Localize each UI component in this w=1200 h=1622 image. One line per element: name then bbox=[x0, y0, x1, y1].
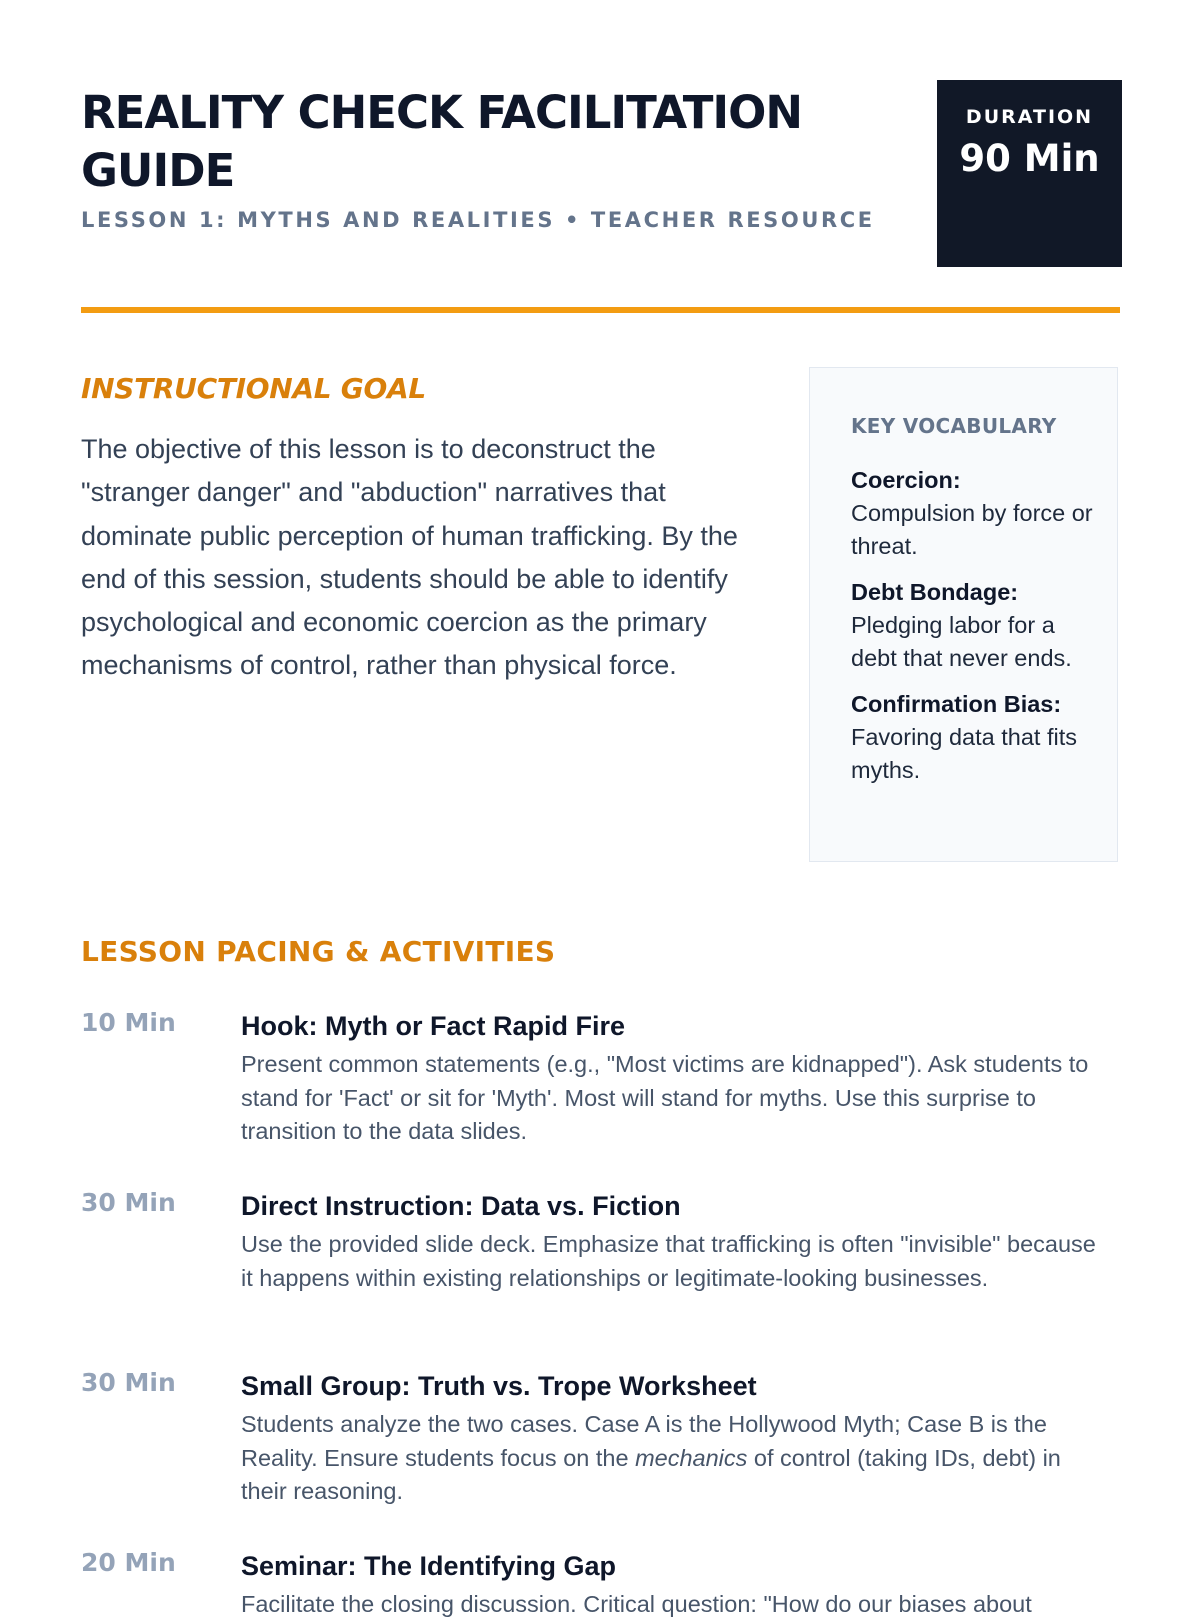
activity-duration: 30 Min bbox=[81, 1368, 176, 1397]
activity-description: Use the provided slide deck. Emphasize that trafficking is often "invisible" because it happens within existing relationships or legitimate-looking businesses. bbox=[241, 1231, 1096, 1291]
duration-badge bbox=[937, 80, 1122, 267]
instructional-goal-heading: INSTRUCTIONAL GOAL bbox=[81, 372, 426, 405]
vocabulary-term: Coercion: bbox=[851, 467, 961, 493]
activity-description-text: of control (taking IDs, debt) in their reasoning. bbox=[241, 1444, 1061, 1504]
activity-title: Direct Instruction: Data vs. Fiction bbox=[241, 1191, 681, 1221]
facilitation-guide-page bbox=[81, 0, 1120, 1617]
key-vocabulary-panel bbox=[809, 367, 1118, 862]
page-title: REALITY CHECK FACILITATION GUIDE bbox=[81, 86, 803, 197]
page-subtitle: LESSON 1: MYTHS AND REALITIES • TEACHER RESOURCE bbox=[81, 208, 875, 232]
vocabulary-definition: Compulsion by force or threat. bbox=[851, 500, 1093, 559]
vocabulary-definition: Favoring data that fits myths. bbox=[851, 724, 1077, 783]
vocabulary-item bbox=[851, 576, 1101, 675]
vocabulary-item bbox=[851, 464, 1101, 563]
activity-duration: 20 Min bbox=[81, 1548, 176, 1577]
activity-duration: 10 Min bbox=[81, 1008, 176, 1037]
activity-title: Seminar: The Identifying Gap bbox=[241, 1551, 617, 1581]
instructional-goal-text: The objective of this lesson is to deconstruct the "stranger danger" and "abduction" narratives that dominate public perception of human trafficking. By the end of this session, students should be able to identify psychological and economic coercion as the primary mechanisms of control, rather than physical force. bbox=[81, 434, 738, 681]
vocabulary-definition: Pledging labor for a debt that never ends. bbox=[851, 612, 1072, 671]
guide-header bbox=[81, 80, 1120, 270]
duration-value: 90 Min bbox=[959, 137, 1100, 180]
duration-label: DURATION bbox=[965, 106, 1094, 128]
activity-duration: 30 Min bbox=[81, 1188, 176, 1217]
key-vocabulary-heading: KEY VOCABULARY bbox=[851, 414, 1057, 438]
activity-title: Hook: Myth or Fact Rapid Fire bbox=[241, 1011, 626, 1041]
vocabulary-term: Confirmation Bias: bbox=[851, 691, 1062, 717]
vocabulary-item bbox=[851, 688, 1101, 787]
vocabulary-term: Debt Bondage: bbox=[851, 579, 1019, 605]
activity-title: Small Group: Truth vs. Trope Worksheet bbox=[241, 1371, 757, 1401]
lesson-pacing-heading: LESSON PACING & ACTIVITIES bbox=[81, 935, 556, 968]
header-divider bbox=[81, 307, 1120, 313]
vocabulary-list bbox=[851, 464, 1101, 800]
activity-description: Present common statements (e.g., "Most victims are kidnapped"). Ask students to stand for 'Fact' or sit for 'Myth'. Most will stand for myths. Use this surprise to transition to the data slides. bbox=[241, 1051, 1089, 1144]
activity-description: Facilitate the closing discussion. Critical question: "How do our biases about bbox=[241, 1591, 1032, 1617]
activity-description bbox=[241, 1408, 1111, 1509]
activity-description-emphasis: mechanics bbox=[635, 1444, 748, 1471]
activity-description-text: Students analyze the two cases. Case A is the Hollywood Myth; Case B is the Reality. Ensure students focus on the bbox=[241, 1411, 1047, 1471]
